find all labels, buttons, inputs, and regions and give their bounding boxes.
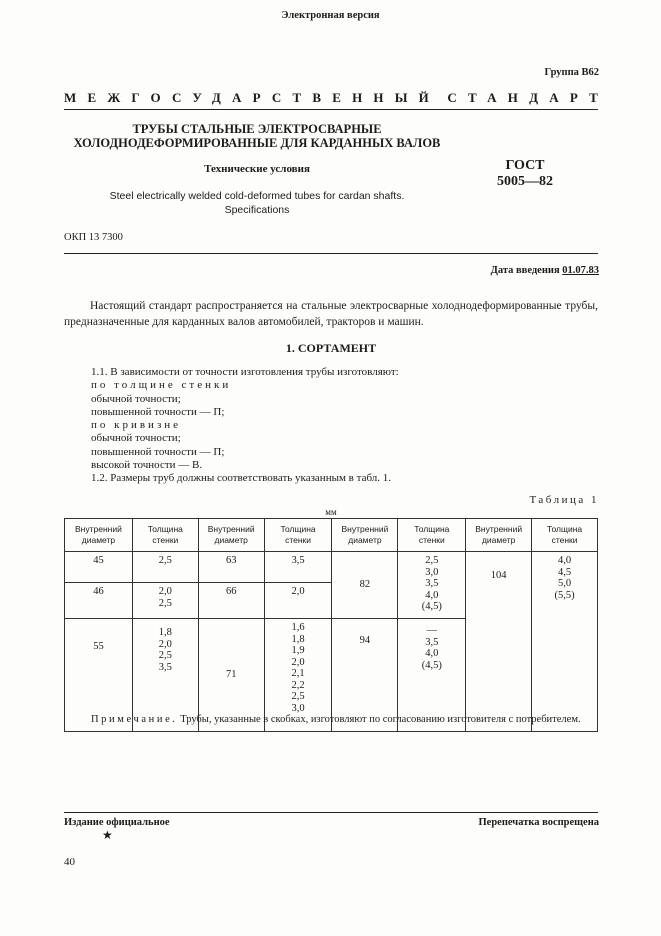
list-item: обычной точности; <box>91 432 181 445</box>
header-diameter: Внутренний диаметр <box>466 519 532 552</box>
document-title <box>64 122 450 150</box>
page-number: 40 <box>64 856 75 868</box>
table-cell: 2,0 <box>264 583 332 619</box>
table-label: Таблица 1 <box>529 494 599 506</box>
group-code: Группа В62 <box>544 67 599 78</box>
title-line-2: ХОЛОДНОДЕФОРМИРОВАННЫЕ ДЛЯ КАРДАННЫХ ВАЛОВ <box>73 136 441 150</box>
header-diameter: Внутренний диаметр <box>65 519 133 552</box>
list-item: 1.2. Размеры труб должны соответствовать указанным в табл. 1. <box>91 472 392 485</box>
table-cell: 1,6 1,8 1,9 2,0 2,1 2,2 2,5 3,0 <box>264 619 332 732</box>
footer-rule <box>64 812 598 813</box>
table-note <box>91 714 581 725</box>
edition-note: Электронная версия <box>281 10 380 21</box>
list-item: по толщине стенки <box>91 379 232 392</box>
introduction-date-label: Дата введения <box>490 265 560 276</box>
table-cell: 2,0 2,5 <box>132 583 198 619</box>
official-edition: Издание официальное <box>64 817 170 828</box>
english-title-line-2: Specifications <box>224 204 290 216</box>
table-cell: 71 <box>198 619 264 732</box>
header-diameter: Внутренний диаметр <box>198 519 264 552</box>
english-title <box>64 189 450 217</box>
table-cell: 45 <box>65 552 133 583</box>
table-cell: 104 <box>466 552 532 732</box>
list-item: 1.1. В зависимости от точности изготовления трубы изготовляют: <box>91 366 399 378</box>
introduction-date <box>491 265 599 276</box>
standard-word-standard: СТАНДАРТ <box>447 90 609 105</box>
note-label: Примечание. <box>91 714 178 725</box>
list-item: высокой точности — В. <box>91 459 203 472</box>
header-wall: Толщина стенки <box>264 519 332 552</box>
table-cell: — 3,5 4,0 (4,5) <box>398 619 466 732</box>
table-cell: 3,5 <box>264 552 332 583</box>
gost-code: 5005—82 <box>497 174 553 189</box>
table-cell: 4,0 4,5 5,0 (5,5) <box>532 552 598 732</box>
gost-label: ГОСТ <box>505 158 545 173</box>
table-cell: 2,5 <box>132 552 198 583</box>
standard-word-interstate: МЕЖГОСУДАРСТВЕННЫЙ <box>64 90 440 105</box>
intro-paragraph: Настоящий стандарт распространяется на стальные электросварные холоднодеформированные трубы, предназначенные для карданных валов автомобилей, тракторов и машин. <box>64 300 598 328</box>
table-header-row <box>65 519 598 552</box>
table-cell: 55 <box>65 619 133 732</box>
table-cell: 82 <box>332 552 398 619</box>
list-item: по кривизне <box>91 419 182 432</box>
reprint-prohibited: Перепечатка воспрещена <box>478 817 599 828</box>
note-text: Трубы, указанные в скобках, изготовляют по согласованию изготовителя с потребителем. <box>180 714 581 725</box>
star-icon: ★ <box>102 828 113 842</box>
okp-rule <box>64 253 598 254</box>
introduction-date-value: 01.07.83 <box>562 265 599 276</box>
english-title-line-1: Steel electrically welded cold-deformed tubes for cardan shafts. <box>109 190 405 202</box>
list-item: повышенной точности — П; <box>91 405 225 418</box>
section-title: 1. СОРТАМЕНТ <box>285 341 377 355</box>
standard-type-line <box>64 90 609 106</box>
table-unit: мм <box>325 507 337 517</box>
okp-code: ОКП 13 7300 <box>64 232 123 243</box>
header-diameter: Внутренний диаметр <box>332 519 398 552</box>
table-cell: 63 <box>198 552 264 583</box>
list-item: повышенной точности — П; <box>91 445 225 458</box>
table-cell: 1,8 2,0 2,5 3,5 <box>132 619 198 732</box>
header-wall: Толщина стенки <box>532 519 598 552</box>
table-cell: 94 <box>332 619 398 732</box>
title-line-1: ТРУБЫ СТАЛЬНЫЕ ЭЛЕКТРОСВАРНЫЕ <box>132 122 382 136</box>
table-cell: 2,5 3,0 3,5 4,0 (4,5) <box>398 552 466 619</box>
precision-list <box>91 366 399 486</box>
table-cell: 66 <box>198 583 264 619</box>
list-item: обычной точности; <box>91 392 181 405</box>
gost-number <box>470 158 580 190</box>
document-subtitle: Технические условия <box>204 163 310 175</box>
header-wall: Толщина стенки <box>398 519 466 552</box>
header-wall: Толщина стенки <box>132 519 198 552</box>
header-rule <box>64 109 598 110</box>
table-row <box>65 552 598 583</box>
table-cell: 46 <box>65 583 133 619</box>
dimensions-table <box>64 518 598 732</box>
